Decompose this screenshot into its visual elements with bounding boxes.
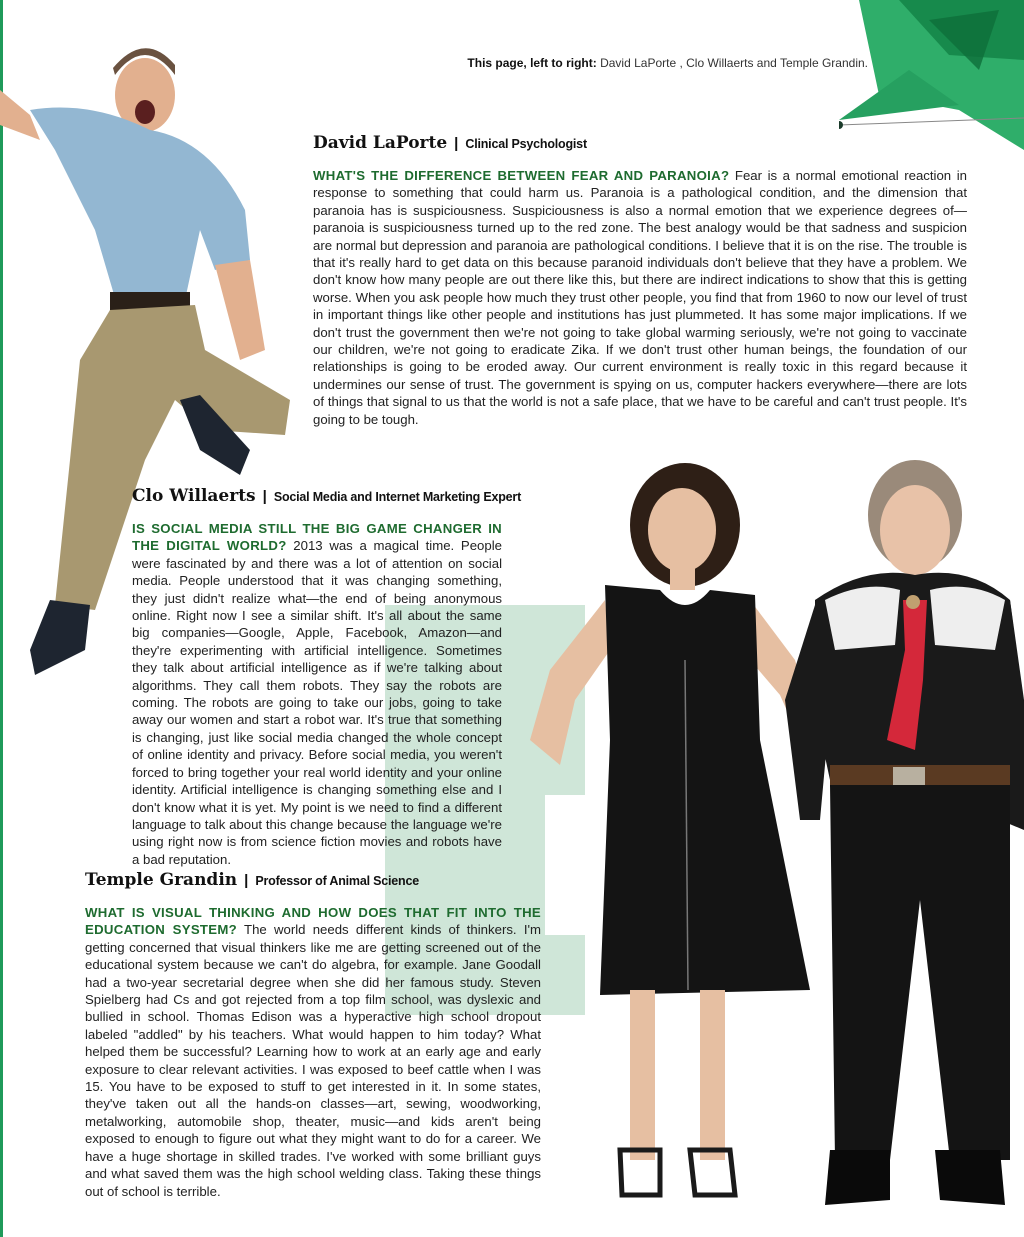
caption-names: David LaPorte , Clo Willaerts and Temple Grandin. xyxy=(596,56,868,70)
laporte-section xyxy=(313,133,967,428)
grandin-section xyxy=(85,870,541,1200)
willaerts-section xyxy=(132,486,522,868)
willaerts-heading xyxy=(132,486,522,506)
green-polygon-graphic-icon xyxy=(839,0,1024,150)
interview-question: IS SOCIAL MEDIA STILL THE BIG GAME CHANGER IN THE DIGITAL WORLD? xyxy=(132,521,502,554)
person-name: David LaPorte xyxy=(313,133,448,153)
interview-question: WHAT IS VISUAL THINKING AND HOW DOES THAT FIT INTO THE EDUCATION SYSTEM? xyxy=(85,905,541,938)
person-title: Professor of Animal Science xyxy=(255,874,419,888)
interview-answer: 2013 was a magical time. People were fascinated by and there was a lot of attention on social media. People understood that it was changing something, they just didn't realize what—the end of being anonymous online. Right now I see a similar shift. It's all about the same big companies—Google, Apple, Facebook, Amazon—and they're experimenting with artificial intelligence. Sometimes they talk about artificial intelligence as if we're talking about algorithms. They call them robots. They say the robots are coming. The robots are going to take our jobs, going to take away our women and start a robot war. It's true that something is changing, just like social media changed the whole concept of online identity and privacy. Before social media, you weren't forced to bring together your real world identity and your online identity. Artificial intelligence is changing something else and I don't know what it is yet. My point is we need to find a different language to talk about this change because the language we're using right now is from science fiction movies and robots have a bad reputation. xyxy=(132,538,502,867)
name-separator: | xyxy=(244,872,249,889)
person-name: Clo Willaerts xyxy=(132,486,256,506)
interview-answer: Fear is a normal emotional reaction in response to something that could harm us. Paranoia is a pathological condition, and the dimension that paranoia has is suspiciousness. Suspiciousness is also a normal emotion that we experience degrees of—paranoia is suspiciousness turned up to the red zone. The best analogy would be that sadness and suspicion are normal but depression and paranoia are pathological conditions. I believe that it is on the rise. The trouble is that it's really hard to get data on this because paranoid individuals don't believe that they have a problem. We don't know how many people are out there like this, but there are indirect indications to show that this is getting worse. When you ask people how much they trust other people, you find that from 1960 to now our level of trust in important things like other people and institutions has just plummeted. It has some major implications. If we don't trust the government then we're not going to take global warming seriously, we're not going to vaccinate our children, we're not going to eradicate Zika. If we don't trust other human beings, the foundation of our relationships is going to be eroded away. Our current environment is really toxic in this regard because it undermines our sense of trust. The government is spying on us, computer hackers everywhere—there are lots of things that signal to us that the world is not a safe place, that we have to be careful and can't trust people. It's going to be tough. xyxy=(313,168,967,427)
name-separator: | xyxy=(262,488,267,505)
grandin-heading xyxy=(85,870,541,890)
name-separator: | xyxy=(454,135,459,152)
caption-label: This page, left to right: xyxy=(467,56,597,70)
person-title: Clinical Psychologist xyxy=(465,137,587,151)
willaerts-interview-text xyxy=(132,520,502,868)
person-name: Temple Grandin xyxy=(85,870,238,890)
clo-willaerts-photo xyxy=(510,460,810,1205)
person-title: Social Media and Internet Marketing Expert xyxy=(273,490,522,504)
temple-grandin-photo xyxy=(775,450,1024,1210)
photo-caption xyxy=(467,56,868,70)
grandin-interview-text xyxy=(85,904,541,1200)
laporte-heading xyxy=(313,133,967,153)
laporte-interview-text xyxy=(313,167,967,428)
interview-answer: The world needs different kinds of thinkers. I'm getting concerned that visual thinkers like me are getting screened out of the educational system because we can't do algebra, for example. Jane Goodall had a two-year secretarial degree when she did her famous study. Steven Spielberg had Cs and got rejected from a top film school, was dyslexic and bullied in school. Thomas Edison was a hyperactive high school dropout labeled "addled" by his teachers. What would happen to him today? What helped them be successful? Learning how to work at an early age and early exposure to clear relevant activities. I was exposed to beef cattle when I was 15. You have to be exposed to stuff to get interested in it. In some states, they've taken out all the hands-on classes—art, sewing, woodworking, metalworking, automobile shop, theater, music—and kids aren't being exposed to enough to figure out what they might want to do for a career. We have a huge shortage in skilled trades. I've worked with some brilliant guys and what saved them was the high school welding class. Taking these things out of school is terrible. xyxy=(85,922,541,1199)
interview-question: WHAT'S THE DIFFERENCE BETWEEN FEAR AND PARANOIA? xyxy=(313,168,730,183)
